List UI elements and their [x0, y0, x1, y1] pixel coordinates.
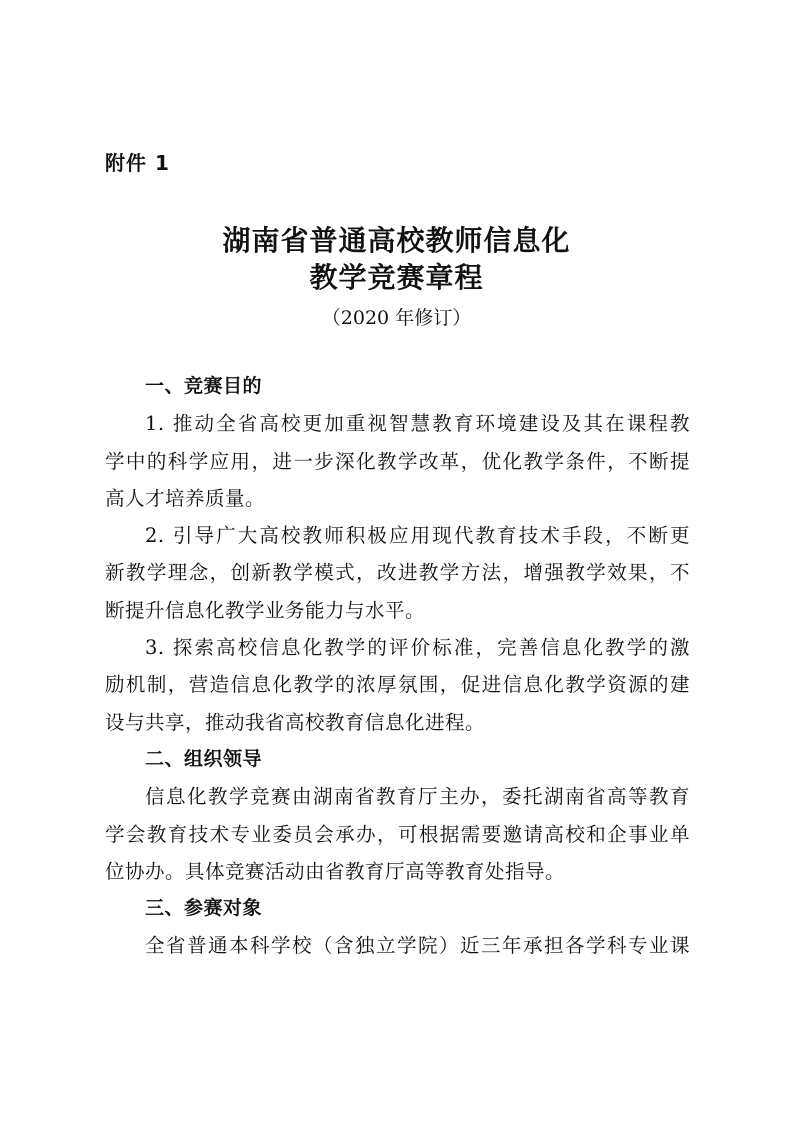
section-heading-participants: 三、参赛对象 [145, 897, 263, 920]
paragraph-line: 断提升信息化教学业务能力与水平。 [105, 598, 426, 622]
paragraph-line: 1. 推动全省高校更加重视智慧教育环境建设及其在课程教 [145, 412, 690, 436]
section-heading-purpose: 一、竞赛目的 [145, 375, 263, 397]
document-title-line-1: 湖南省普通高校教师信息化 [222, 224, 571, 257]
paragraph-line: 学中的科学应用，进一步深化教学改革，优化教学条件，不断提 [105, 449, 690, 473]
paragraph-line: 全省普通本科学校（含独立学院）近三年承担各学科专业课 [145, 934, 690, 958]
paragraph-line: 励机制，营造信息化教学的浓厚氛围，促进信息化教学资源的建 [105, 673, 690, 697]
paragraph-line: 设与共享，推动我省高校教育信息化进程。 [105, 710, 486, 734]
document-title-line-2: 教学竞赛章程 [309, 261, 484, 294]
paragraph-line: 位协办。具体竞赛活动由省教育厅高等教育处指导。 [105, 859, 566, 883]
paragraph-line: 信息化教学竞赛由湖南省教育厅主办，委托湖南省高等教育 [145, 785, 690, 809]
attachment-label: 附件 1 [105, 151, 170, 175]
section-heading-organization: 二、组织领导 [145, 747, 263, 770]
paragraph-line: 2. 引导广大高校教师积极应用现代教育技术手段，不断更 [145, 524, 690, 548]
paragraph-line: 高人才培养质量。 [105, 486, 266, 510]
document-subtitle: （2020 年修订） [321, 307, 472, 329]
paragraph-line: 学会教育技术专业委员会承办，可根据需要邀请高校和企事业单 [105, 822, 690, 846]
document-body [105, 368, 690, 965]
paragraph-line: 3. 探索高校信息化教学的评价标准，完善信息化教学的激 [145, 636, 690, 660]
paragraph-line: 新教学理念，创新教学模式，改进教学方法，增强教学效果，不 [105, 561, 690, 585]
